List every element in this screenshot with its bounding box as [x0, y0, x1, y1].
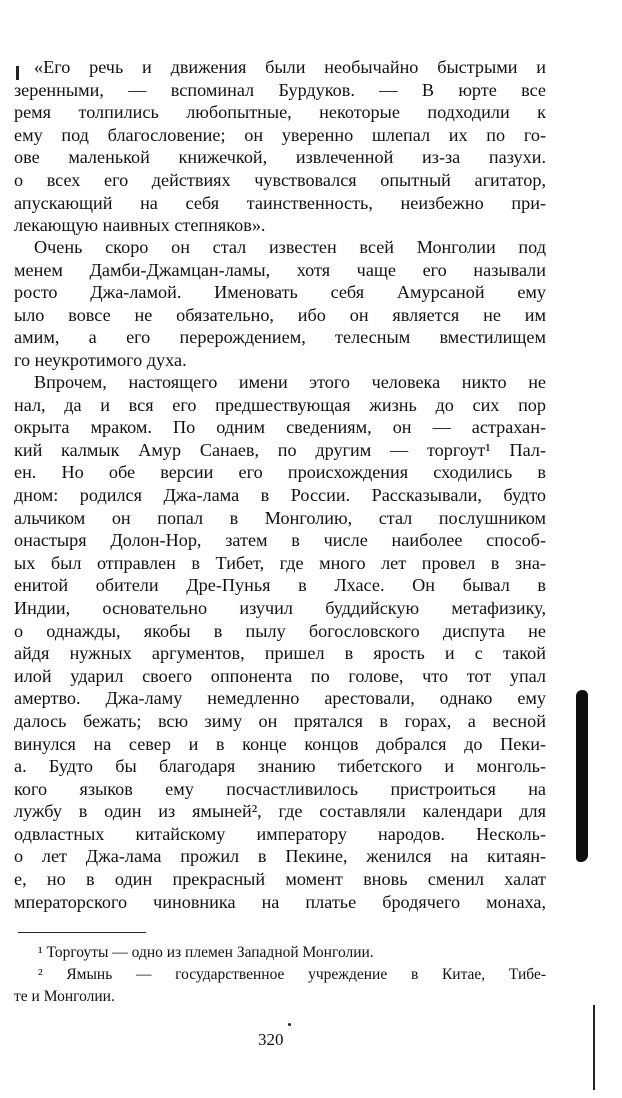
paragraph-1 — [14, 56, 546, 237]
text-line: одвластных китайскому императору народов. Несколь- — [14, 823, 546, 844]
text-line: ыло вовсе не обязательно, ибо он является не им — [14, 304, 546, 325]
text-line: винулся на север и в конце концов добрался до Пеки- — [14, 733, 546, 754]
text-line: нал, да и вся его предшествующая жизнь до сих пор — [14, 394, 546, 415]
text-line: ове маленькой книжечкой, извлеченной из-за пазухи. — [14, 147, 546, 168]
text-line: лужбу в один из ямыней², где составляли календари для — [14, 801, 546, 822]
text-line: мператорского чиновника на платье бродячего монаха, — [14, 891, 546, 912]
text-line: онастыря Долон-Нор, затем в числе наиболее способ- — [14, 530, 546, 551]
footnotes — [14, 942, 546, 1008]
text-line: илой ударил своего оппонента по голове, что тот упал — [14, 665, 546, 686]
text-line: далось бежать; всю зиму он прятался в горах, а весной — [14, 710, 546, 731]
text-line: апускающий на себя таинственность, неизбежно при- — [14, 192, 546, 213]
text-line: амим, а его перерождением, телесным вместилищем — [14, 327, 546, 348]
text-line: ых был отправлен в Тибет, где много лет провел в зна- — [14, 552, 546, 573]
page-number: 320 — [258, 1030, 284, 1049]
text-line: о всех его действиях чувствовался опытный агитатор, — [14, 169, 546, 190]
text-line: а. Будто бы благодаря знанию тибетского и монголь- — [14, 756, 546, 777]
text-line: го неукротимого духа. — [14, 349, 187, 370]
text-line: кого языков ему посчастливилось пристроиться на — [14, 778, 546, 799]
text-line: Очень скоро он стал известен всей Монголии под — [34, 237, 546, 257]
scan-artifact — [288, 1023, 291, 1026]
scan-artifact — [576, 690, 588, 862]
footnote-2: ² Ямынь — государственное учреждение в Китае, Тибе- — [38, 966, 546, 983]
text-line: айдя нужных аргументов, пришел в ярость и с такой — [14, 643, 546, 664]
text-line: альчиком он попал в Монголию, стал послушником — [14, 507, 546, 528]
text-line: ему под благословение; он уверенно шлепал их по го- — [14, 124, 546, 145]
text-line: лекающую наивных степняков». — [14, 215, 266, 236]
text-line: Индии, основательно изучил буддийскую метафизику, — [14, 597, 546, 618]
text-line: о лет Джа-лама прожил в Пекине, женился на китаян- — [14, 846, 546, 867]
text-line: «Его речь и движения были необычайно быстрыми и — [34, 57, 546, 77]
text-line: менем Дамби-Джамцан-ламы, хотя чаще его называли — [14, 259, 546, 280]
scan-artifact — [593, 1005, 595, 1090]
text-line: Впрочем, настоящего имени этого человека никто не — [34, 372, 546, 392]
text-line: е, но в один прекрасный момент вновь сменил халат — [14, 869, 546, 890]
paragraph-3 — [14, 371, 546, 913]
text-line: кий калмык Амур Санаев, по другим — торгоут¹ Пал- — [14, 439, 546, 460]
text-line: ен. Но обе версии его происхождения сходились в — [14, 462, 546, 483]
text-line: дном: родился Джа-лама в России. Рассказывали, будто — [14, 484, 546, 505]
text-line: амертво. Джа-ламу немедленно арестовали, однако ему — [14, 688, 546, 709]
text-line: окрыта мраком. По одним сведениям, он — астрахан- — [14, 417, 546, 438]
paragraph-2 — [14, 236, 546, 372]
footnote-2-continued: те и Монголии. — [14, 988, 115, 1005]
text-line: ремя толпились любопытные, некоторые подходили к — [14, 102, 546, 123]
footnote-divider — [18, 932, 146, 933]
text-line: росто Джа-ламой. Именовать себя Амурсаной ему — [14, 282, 546, 303]
text-line: зеренными, — вспоминал Бурдуков. — В юрте все — [14, 79, 546, 100]
footnote-1: ¹ Торгоуты — одно из племен Западной Монголии. — [38, 944, 374, 961]
text-line: енитой обители Дре-Пунья в Лхасе. Он бывал в — [14, 575, 546, 596]
text-line: о однажды, якобы в пылу богословского диспута не — [14, 620, 546, 641]
